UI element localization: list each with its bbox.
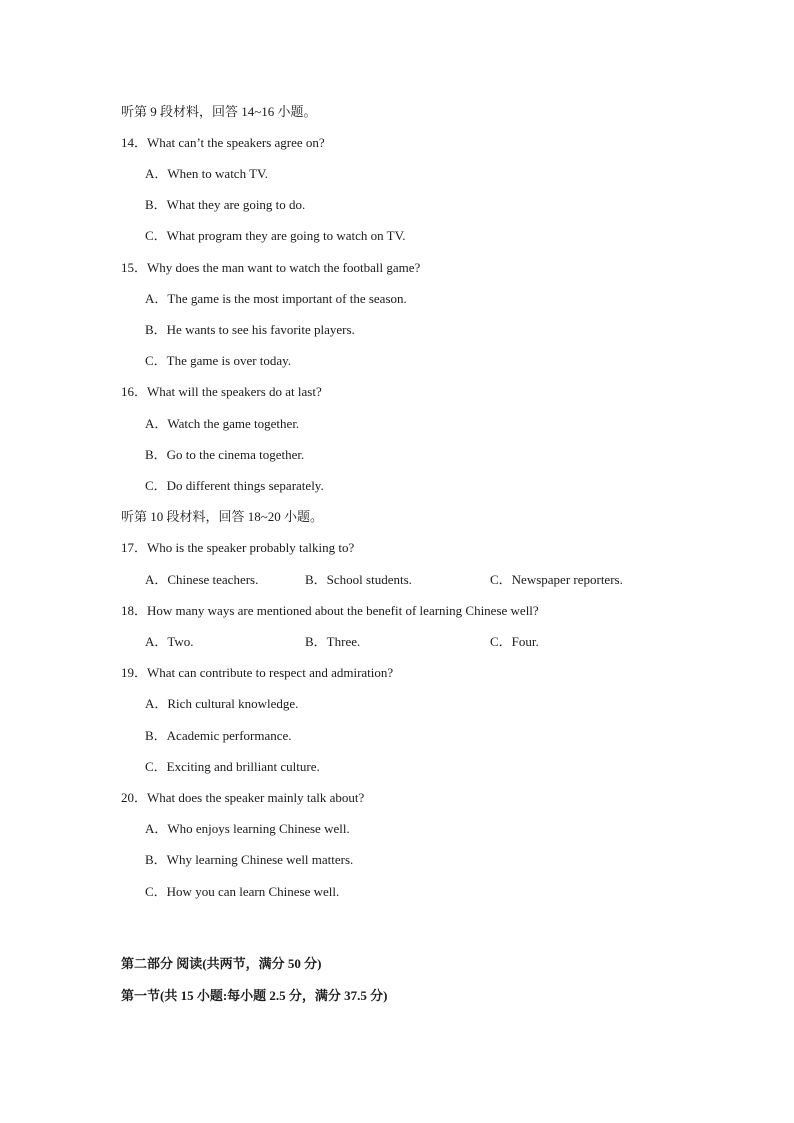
q20-option-a: A．Who enjoys learning Chinese well. <box>145 821 350 836</box>
part2-title: 第二部分 阅读(共两节，满分 50 分) <box>121 956 322 971</box>
q19-option-b: B．Academic performance. <box>145 728 292 743</box>
q18-option-a: A．Two. <box>145 634 194 649</box>
q17-option-b: B．School students. <box>305 572 412 587</box>
q14-option-a: A．When to watch TV. <box>145 166 268 181</box>
q15-option-a: A．The game is the most important of the season. <box>145 291 407 306</box>
q18-option-c: C．Four. <box>490 634 539 649</box>
q17-option-c: C．Newspaper reporters. <box>490 572 623 587</box>
section-header-part10: 听第 10 段材料，回答 18~20 小题。 <box>121 509 324 524</box>
q14-option-c: C．What program they are going to watch on TV. <box>145 228 406 243</box>
part2-section1-title: 第一节(共 15 小题:每小题 2.5 分，满分 37.5 分) <box>121 988 388 1003</box>
question-18: 18．How many ways are mentioned about the benefit of learning Chinese well? <box>121 603 539 618</box>
q15-option-b: B．He wants to see his favorite players. <box>145 322 355 337</box>
q20-option-c: C．How you can learn Chinese well. <box>145 884 340 899</box>
q16-option-b: B．Go to the cinema together. <box>145 447 305 462</box>
question-19: 19．What can contribute to respect and admiration? <box>121 665 394 680</box>
q16-option-a: A．Watch the game together. <box>145 416 300 431</box>
question-17: 17．Who is the speaker probably talking to? <box>121 540 355 555</box>
q19-option-c: C．Exciting and brilliant culture. <box>145 759 320 774</box>
q18-option-b: B．Three. <box>305 634 361 649</box>
q16-option-c: C．Do different things separately. <box>145 478 324 493</box>
q14-option-b: B．What they are going to do. <box>145 197 306 212</box>
section-header-part9: 听第 9 段材料，回答 14~16 小题。 <box>121 104 317 119</box>
q17-option-a: A．Chinese teachers. <box>145 572 259 587</box>
question-15: 15．Why does the man want to watch the football game? <box>121 260 421 275</box>
question-14: 14．What can’t the speakers agree on? <box>121 135 325 150</box>
q19-option-a: A．Rich cultural knowledge. <box>145 696 299 711</box>
q20-option-b: B．Why learning Chinese well matters. <box>145 852 354 867</box>
question-20: 20．What does the speaker mainly talk about? <box>121 790 365 805</box>
question-16: 16．What will the speakers do at last? <box>121 384 322 399</box>
q15-option-c: C．The game is over today. <box>145 353 292 368</box>
